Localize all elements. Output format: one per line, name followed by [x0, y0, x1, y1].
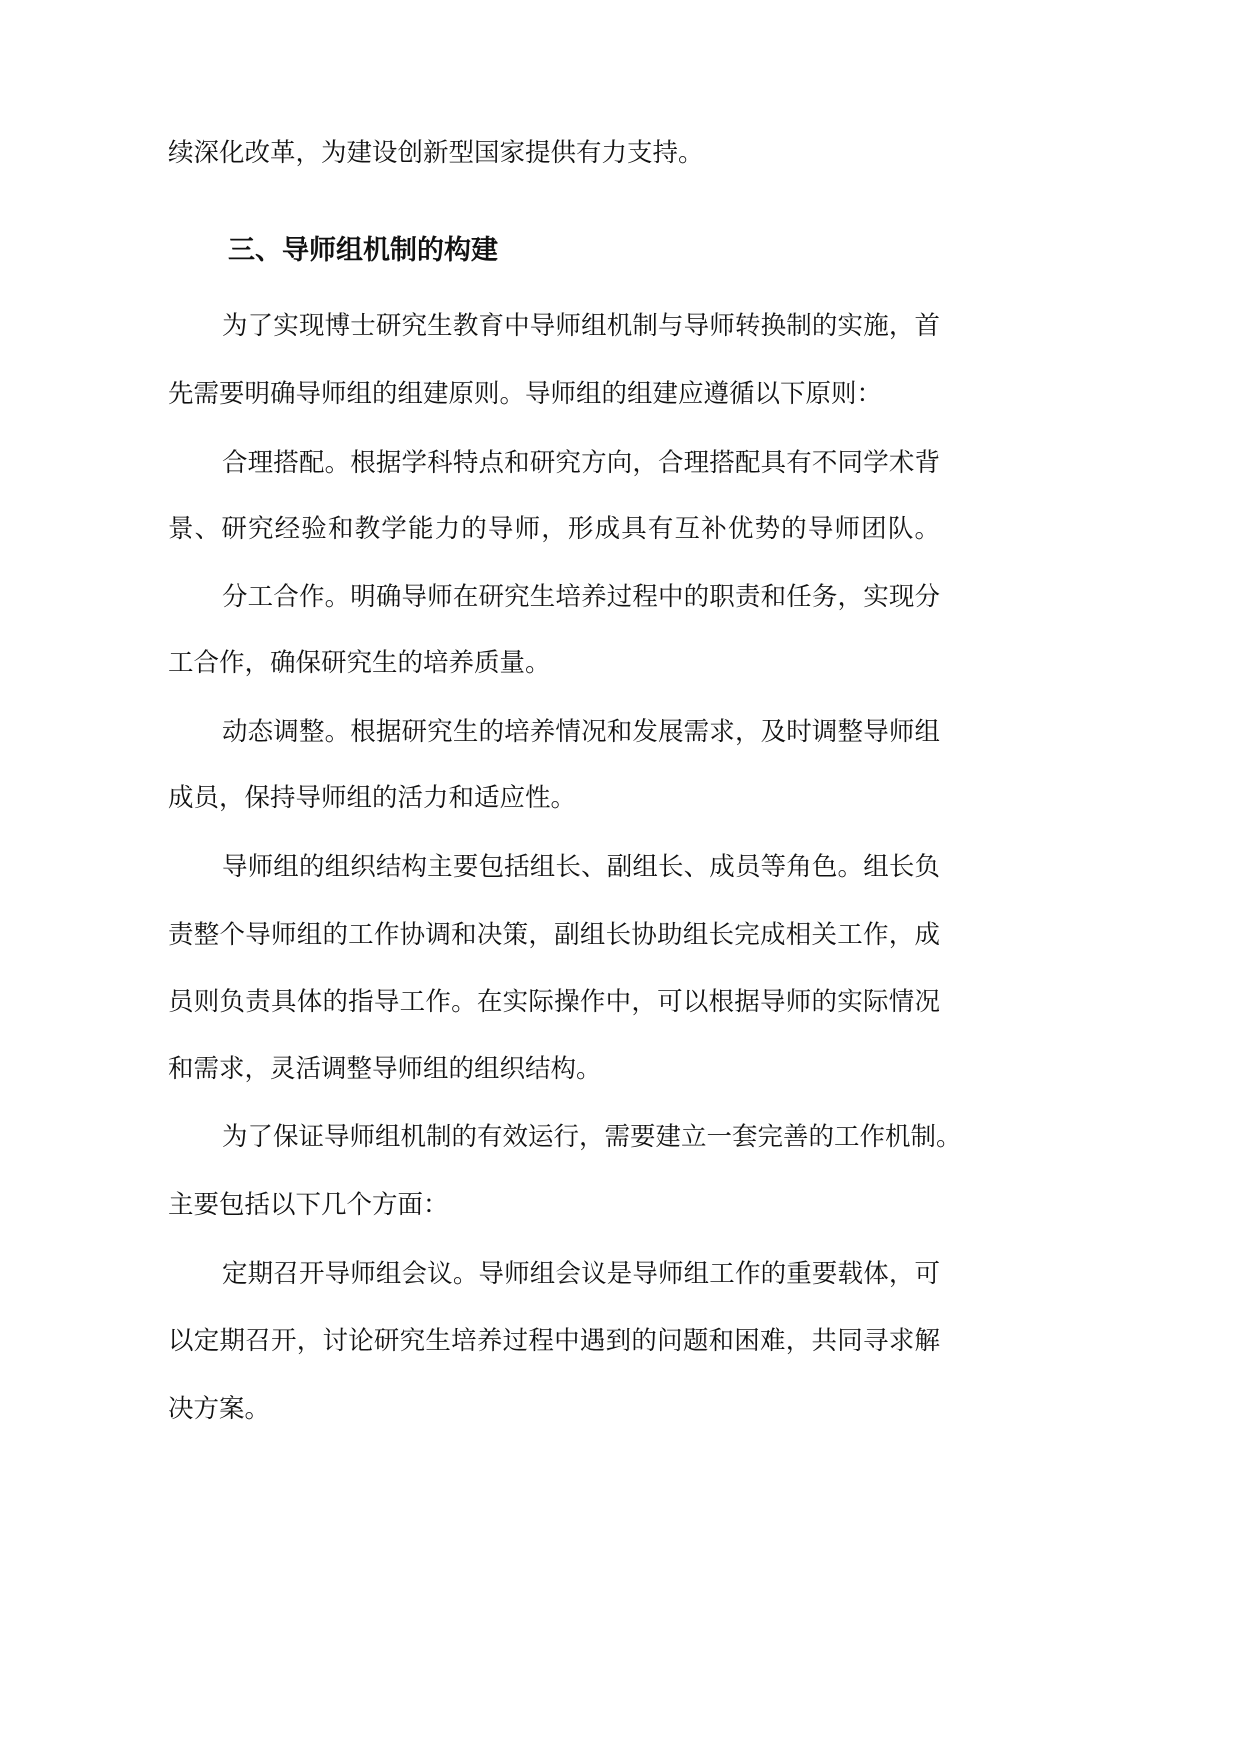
- paragraph-line: 分工合作。明确导师在研究生培养过程中的职责和任务，实现分: [222, 582, 940, 612]
- paragraph-line: 以定期召开，讨论研究生培养过程中遇到的问题和困难，共同寻求解: [168, 1326, 940, 1356]
- paragraph-line: 成员，保持导师组的活力和适应性。: [168, 783, 577, 813]
- paragraph-line: 为了实现博士研究生教育中导师组机制与导师转换制的实施，首: [222, 311, 940, 341]
- paragraph-line: 合理搭配。根据学科特点和研究方向，合理搭配具有不同学术背: [222, 448, 940, 478]
- paragraph-line: 为了保证导师组机制的有效运行，需要建立一套完善的工作机制。: [222, 1122, 962, 1152]
- paragraph-line: 决方案。: [168, 1394, 271, 1424]
- section-heading: 三、导师组机制的构建: [228, 235, 498, 266]
- paragraph-line: 工合作，确保研究生的培养质量。: [168, 648, 551, 678]
- paragraph-line: 和需求，灵活调整导师组的组织结构。: [168, 1054, 602, 1084]
- paragraph-line: 景、研究经验和教学能力的导师，形成具有互补优势的导师团队。: [168, 514, 940, 544]
- paragraph-line: 动态调整。根据研究生的培养情况和发展需求，及时调整导师组: [222, 717, 940, 747]
- paragraph-line: 责整个导师组的工作协调和决策，副组长协助组长完成相关工作，成: [168, 920, 940, 950]
- paragraph-line: 续深化改革，为建设创新型国家提供有力支持。: [168, 138, 704, 168]
- paragraph-line: 主要包括以下几个方面：: [168, 1190, 449, 1220]
- paragraph-line: 定期召开导师组会议。导师组会议是导师组工作的重要载体，可: [222, 1259, 940, 1289]
- paragraph-line: 导师组的组织结构主要包括组长、副组长、成员等角色。组长负: [222, 852, 940, 882]
- paragraph-line: 先需要明确导师组的组建原则。导师组的组建应遵循以下原则：: [168, 379, 883, 409]
- paragraph-line: 员则负责具体的指导工作。在实际操作中，可以根据导师的实际情况: [168, 987, 940, 1017]
